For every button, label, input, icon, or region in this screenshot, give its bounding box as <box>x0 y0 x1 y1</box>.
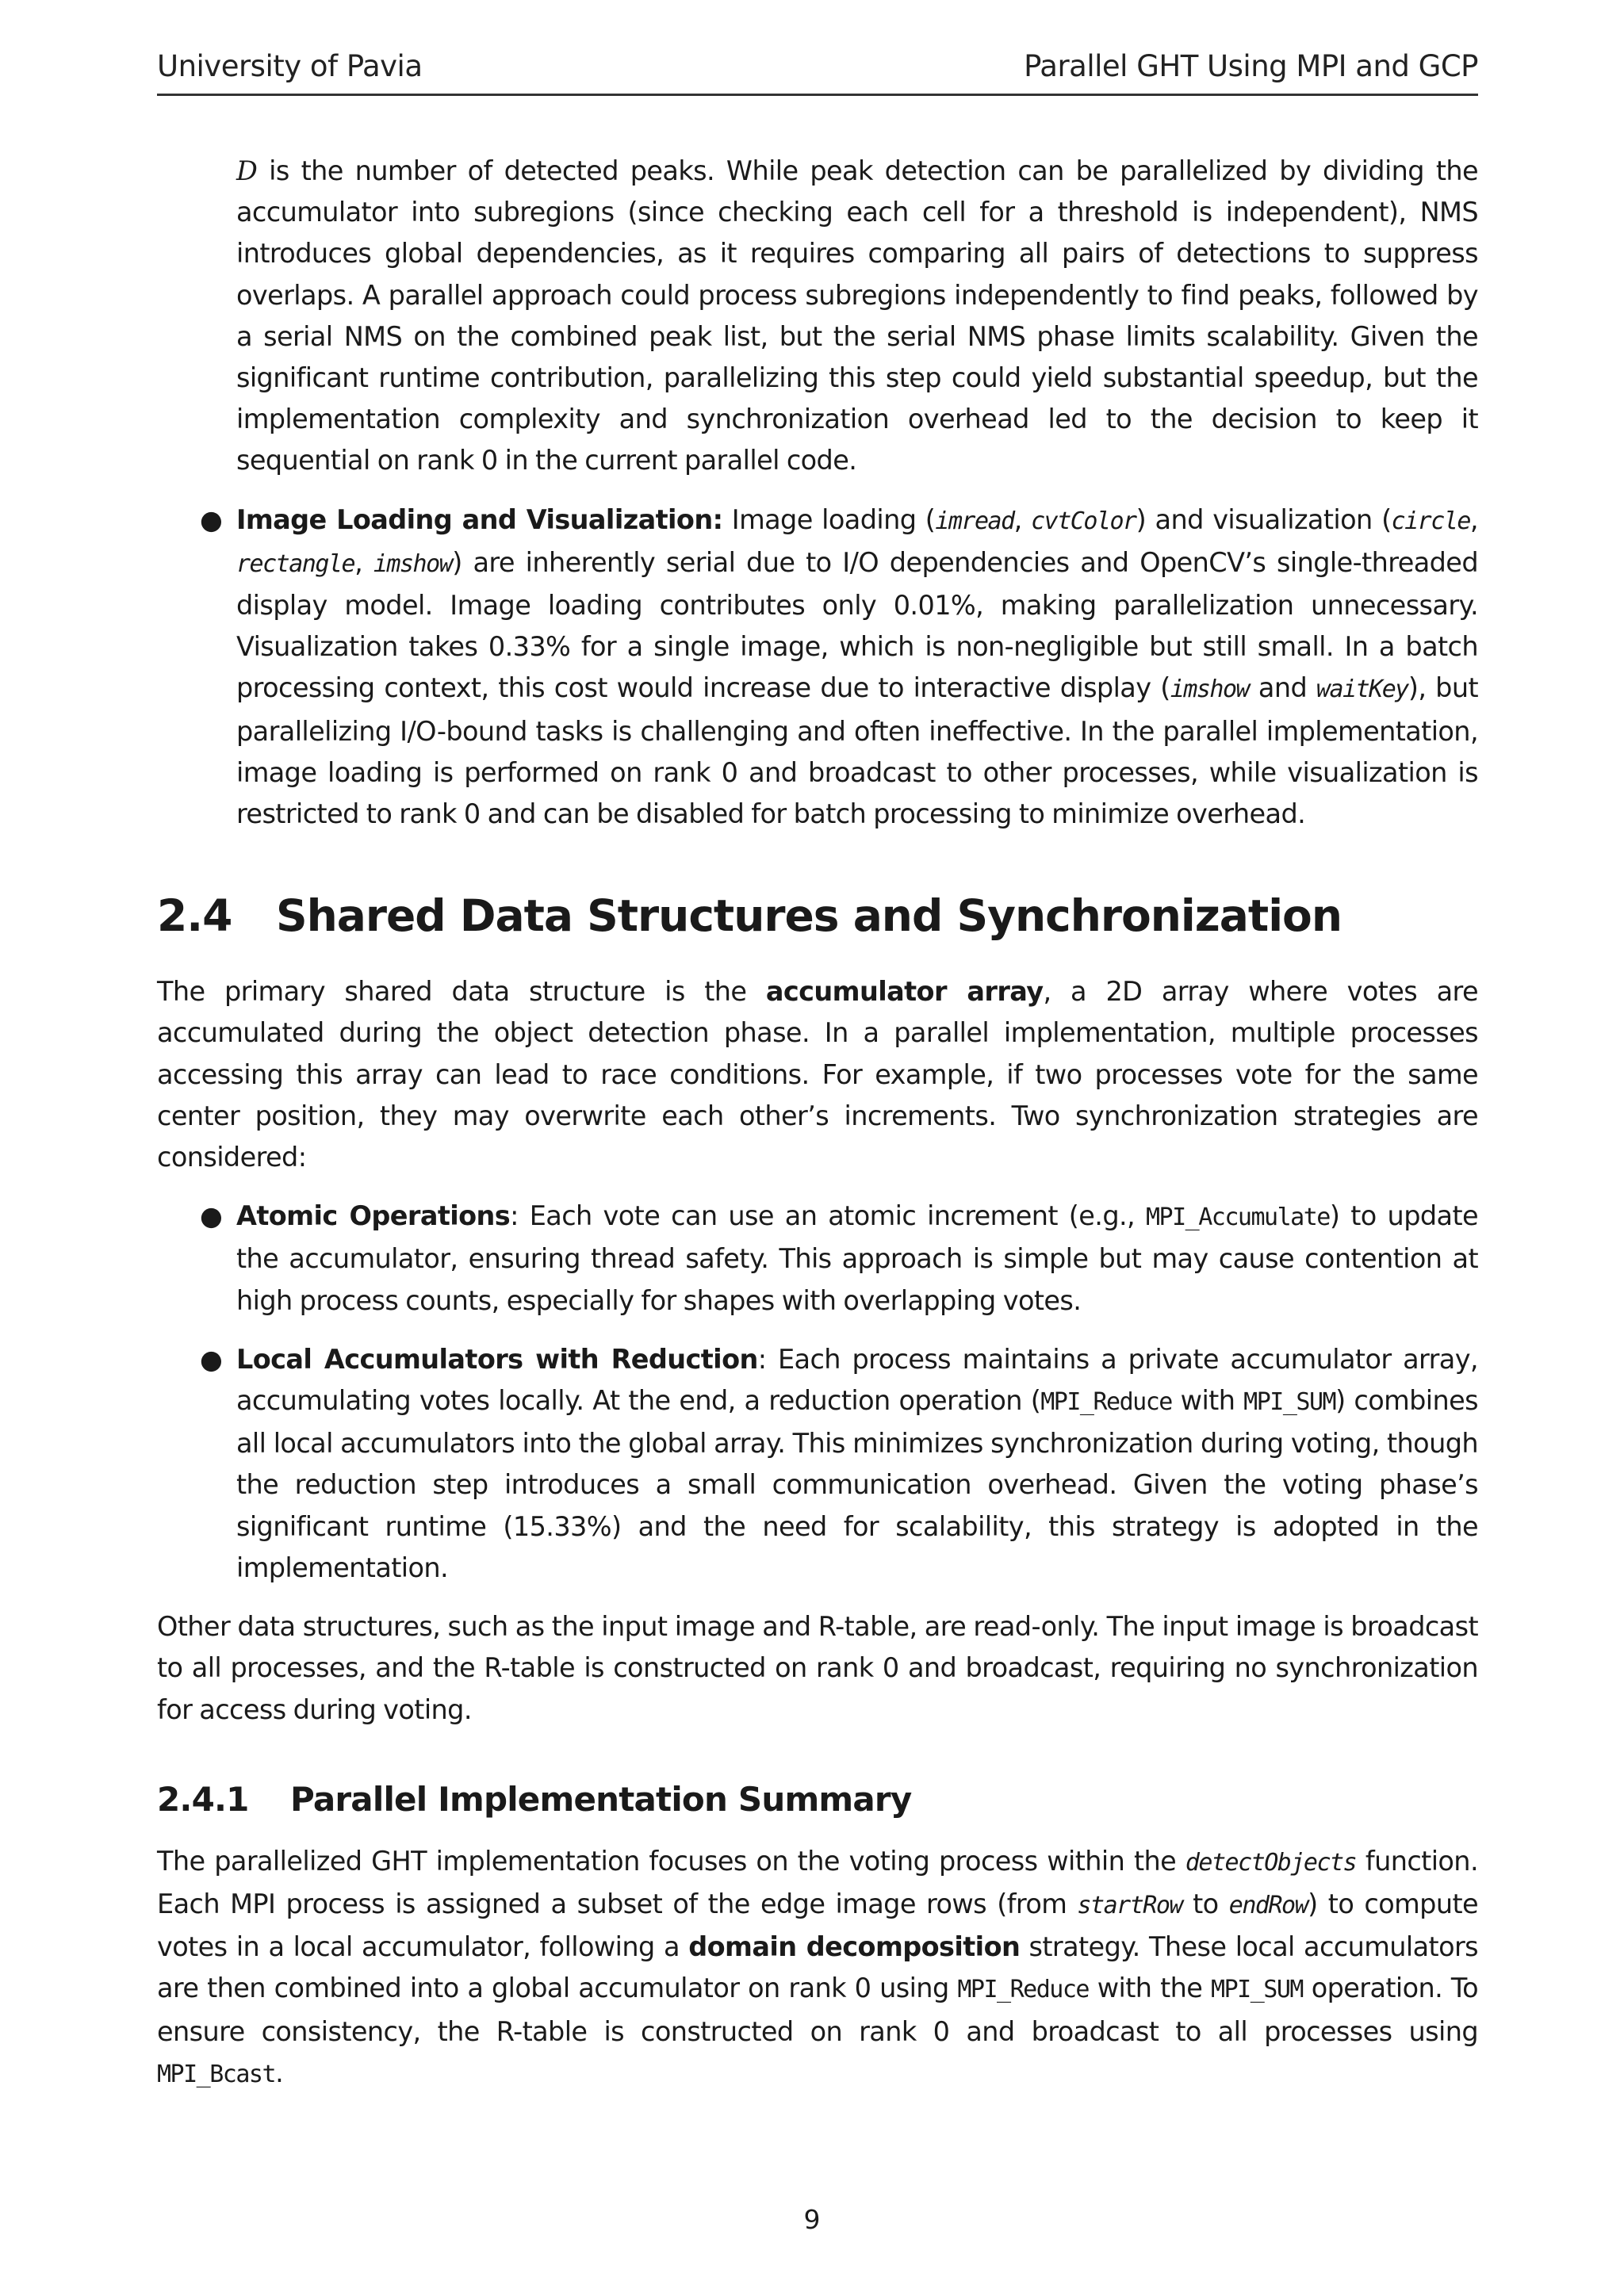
math-variable: D <box>236 155 258 186</box>
code-identifier: imshow <box>373 549 453 578</box>
bullet-local-accumulators: ● Local Accumulators with Reduction: Each process maintains a private accumulator array, accumulating votes locally. At the end, a reduction operation (MPI_Reduce with MPI_SUM) combines all local accumulators into the global array. This minimizes synchronization during voting, though the reduction step introduces a small communication overhead. Given the voting phase’s significant runtime (15.33%) and the need for scalability, this strategy is adopted in the implementation. <box>236 1339 1478 1589</box>
code-identifier: MPI_Accumulate <box>1145 1203 1330 1232</box>
code-identifier: MPI_Reduce <box>957 1976 1089 2004</box>
bullet-icon: ● <box>200 503 223 535</box>
page-body <box>157 151 1478 2095</box>
code-identifier: cvtColor <box>1031 507 1136 535</box>
subsection-title: Parallel Implementation Summary <box>290 1779 912 1819</box>
code-identifier: rectangle <box>236 549 355 578</box>
header-rule <box>157 94 1478 96</box>
bullet-atomic-operations: ● Atomic Operations: Each vote can use an atomic increment (e.g., MPI_Accumulate) to update the accumulator, ensuring thread safety. This approach is simple but may cause contention at high process counts, especially for shapes with overlapping votes. <box>236 1196 1478 1322</box>
section-2-4-1-paragraph: The parallelized GHT implementation focuses on the voting process within the detectObjects function. Each MPI process is assigned a subset of the edge image rows (from startRow to endRow) to compute votes in a local accumulator, following a domain decomposition strategy. These local accumulators are then combined into a global accumulator on rank 0 using MPI_Reduce with the MPI_SUM operation. To ensure consistency, the R-table is constructed on rank 0 and broadcast to all processes using MPI_Bcast. <box>157 1845 1479 2088</box>
header-institution: University of Pavia <box>157 49 423 83</box>
code-identifier: MPI_Reduce <box>1040 1388 1172 1417</box>
code-identifier: startRow <box>1077 1891 1182 1919</box>
code-identifier: detectObjects <box>1185 1848 1357 1877</box>
page-number: 9 <box>803 2204 821 2235</box>
running-header <box>157 49 1478 83</box>
code-identifier: circle <box>1391 507 1470 535</box>
header-title: Parallel GHT Using MPI and GCP <box>1024 49 1478 83</box>
code-identifier: imread <box>935 507 1014 535</box>
code-identifier: imshow <box>1170 675 1250 704</box>
subsection-number: 2.4.1 <box>157 1779 249 1819</box>
code-identifier: MPI_SUM <box>1211 1976 1303 2004</box>
bold-term: domain decomposition <box>688 1931 1021 1963</box>
section-2-4-paragraph-1: The primary shared data structure is the accumulator array, a 2D array where votes are accumulated during the object detection phase. In a parallel implementation, multiple processes accessing this array can lead to race conditions. For example, if two processes vote for the same center position, they may overwrite each other’s increments. Two synchronization strategies are considered: <box>157 976 1478 1173</box>
intro-paragraph: D is the number of detected peaks. While peak detection can be parallelized by dividing the accumulator into subregions (since checking each cell for a threshold is independent), NMS introduces global dependencies, as it requires comparing all pairs of detections to suppress overlaps. A parallel approach could process subregions independently to find peaks, followed by a serial NMS on the combined peak list, but the serial NMS phase limits scalability. Given the significant runtime contribution, parallelizing this step could yield substantial speedup, but the implementation complexity and synchronization overhead led to the decision to keep it sequential on rank 0 in the current parallel code. <box>236 155 1478 476</box>
section-2-4-paragraph-2: Other data structures, such as the input image and R-table, are read-only. The input image is broadcast to all processes, and the R-table is constructed on rank 0 and broadcast, requiring no synchronization for access during voting. <box>157 1611 1478 1725</box>
bold-term: accumulator array <box>765 976 1044 1008</box>
section-title: Shared Data Structures and Synchronization <box>276 890 1342 942</box>
bullet-image-loading: ● Image Loading and Visualization: Image loading (imread, cvtColor) and visualization (circle, rectangle, imshow) are inherently serial due to I/O dependencies and OpenCV’s single-threaded display model. Image loading contributes only 0.01%, making parallelization unnecessary. Visualization takes 0.33% for a single image, which is non-negligible but still small. In a batch processing context, this cost would increase due to interactive display (imshow and waitKey), but parallelizing I/O-bound tasks is challenging and often ineffective. In the parallel implementation, image loading is performed on rank 0 and broadcast to other processes, while visualization is restricted to rank 0 and can be disabled for batch processing to minimize overhead. <box>236 499 1478 836</box>
bullet-list-serial-steps <box>157 499 1478 836</box>
bullet-title: Atomic Operations <box>236 1200 511 1232</box>
bullet-icon: ● <box>200 1200 223 1232</box>
bullet-list-sync-strategies <box>157 1196 1478 1589</box>
section-number: 2.4 <box>157 890 232 942</box>
code-identifier: waitKey <box>1316 675 1408 704</box>
subsection-heading-2-4-1 <box>157 1780 1478 1819</box>
bullet-icon: ● <box>200 1343 223 1375</box>
code-identifier: MPI_SUM <box>1243 1388 1336 1417</box>
code-identifier: MPI_Bcast <box>157 2060 276 2088</box>
bullet-title: Image Loading and Visualization: <box>236 503 723 535</box>
code-identifier: endRow <box>1228 1891 1308 1919</box>
bullet-title: Local Accumulators with Reduction <box>236 1343 758 1375</box>
section-heading-2-4 <box>157 890 1478 941</box>
